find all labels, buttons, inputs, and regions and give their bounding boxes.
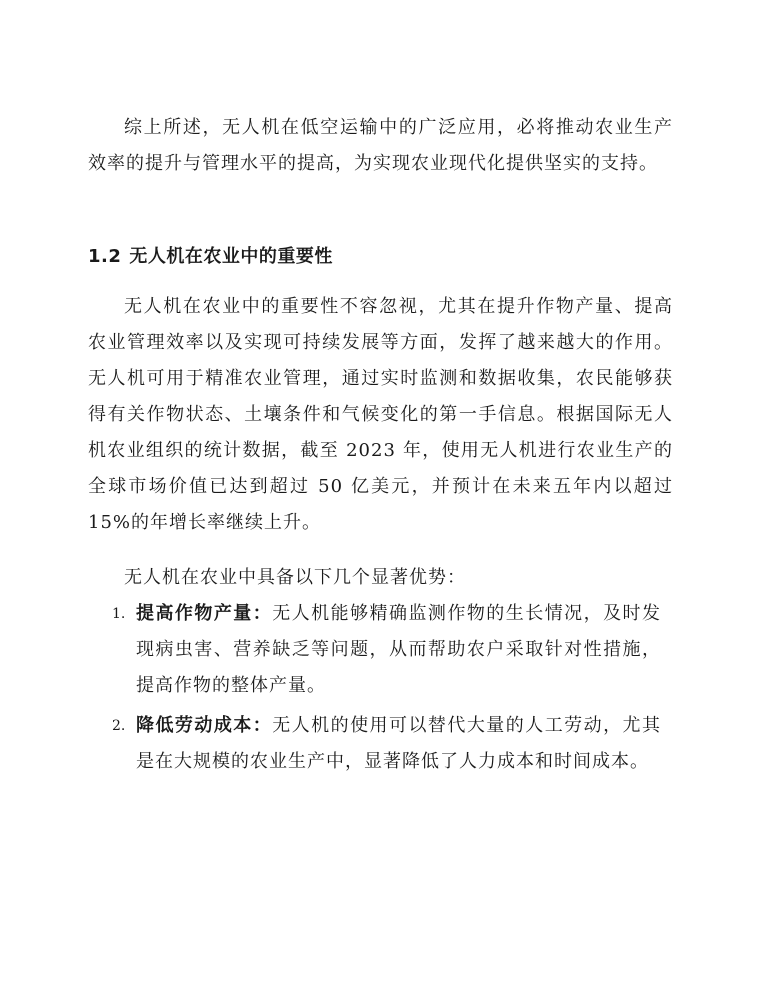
list-item-number: 2. bbox=[112, 718, 126, 734]
list-item-title: 降低劳动成本： bbox=[136, 715, 273, 736]
importance-paragraph: 无人机在农业中的重要性不容忽视，尤其在提升作物产量、提高农业管理效率以及实现可持续发展等方面，发挥了越来越大的作用。无人机可用于精准农业管理，通过实时监测和数据收集，农民能够获得有关作物状态、土壤条件和气候变化的第一手信息。根据国际无人机农业组织的统计数据，截至 2023 年，使用无人机进行农业生产的全球市场价值已达到超过 50 亿美元，并预计在未来五年内以超过 15%的年增长率继续上升。 bbox=[88, 296, 673, 533]
advantages-intro-paragraph: 无人机在农业中具备以下几个显著优势： bbox=[124, 567, 466, 588]
section-number: 1.2 bbox=[88, 246, 122, 267]
list-item-body: 无人机能够精确监测作物的生长情况，及时发现病虫害、营养缺乏等问题，从而帮助农户采取针对性措施，提高作物的整体产量。 bbox=[136, 603, 662, 696]
list-item-text bbox=[136, 596, 661, 704]
list-item-text bbox=[136, 708, 661, 780]
summary-paragraph: 综上所述，无人机在低空运输中的广泛应用，必将推动农业生产效率的提升与管理水平的提高，为实现农业现代化提供坚实的支持。 bbox=[88, 117, 673, 174]
list-item-title: 提高作物产量： bbox=[136, 603, 273, 624]
section-title: 无人机在农业中的重要性 bbox=[129, 246, 333, 267]
list-item-number: 1. bbox=[112, 606, 126, 622]
list-item-body: 无人机的使用可以替代大量的人工劳动，尤其是在大规模的农业生产中，显著降低了人力成本和时间成本。 bbox=[136, 715, 662, 772]
section-heading bbox=[88, 243, 333, 271]
